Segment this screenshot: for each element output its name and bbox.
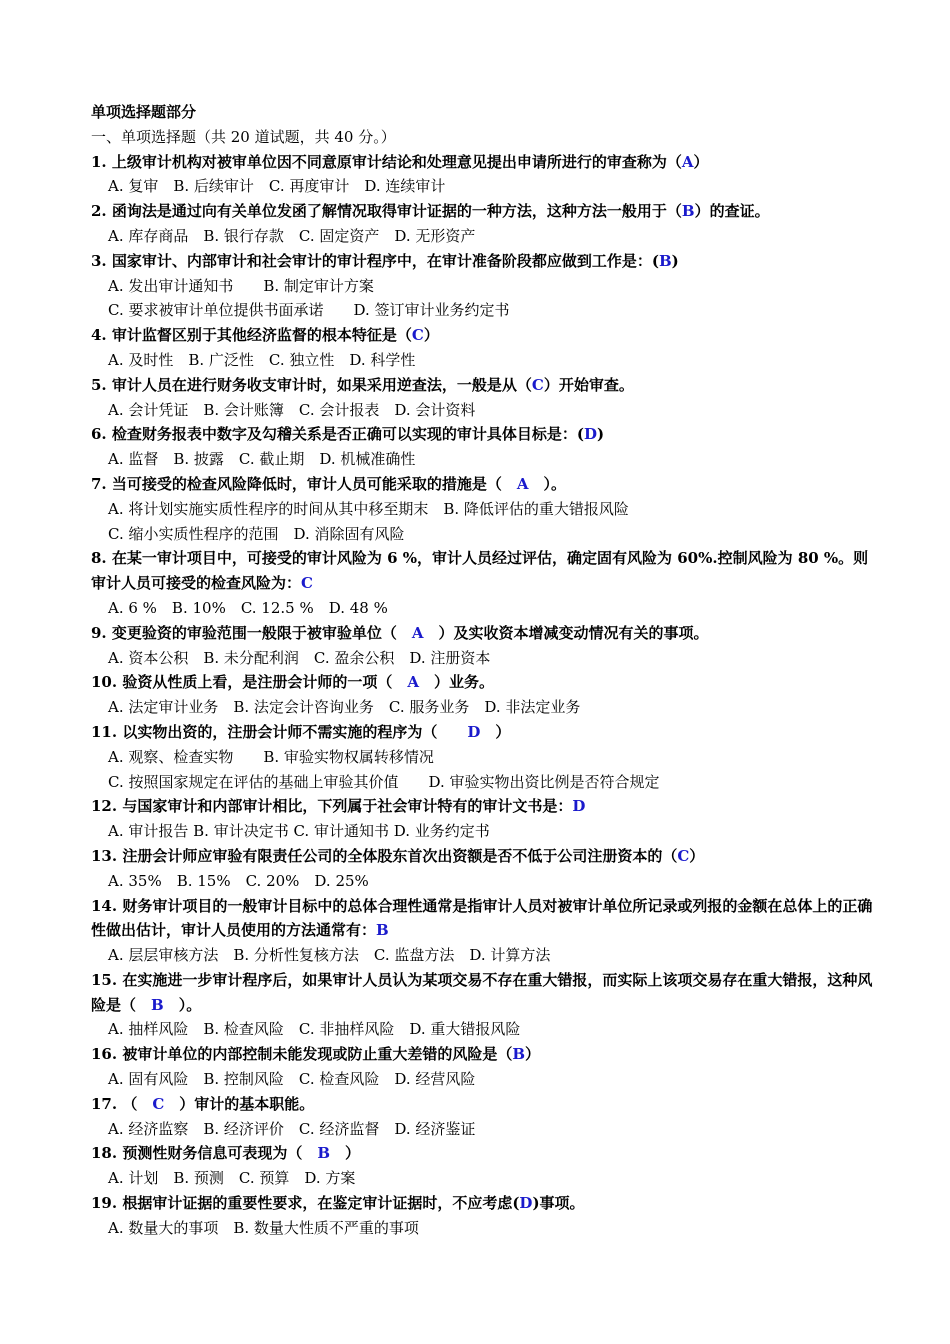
question-text: 3. 国家审计、内部审计和社会审计的审计程序中，在审计准备阶段都应做到工作是：( <box>91 251 659 270</box>
question-text-end: ） <box>423 326 439 345</box>
question-stem <box>91 968 876 1018</box>
option-line: A. 审计报告 B. 审计决定书 C. 审计通知书 D. 业务约定书 <box>108 822 490 841</box>
option-line: A. 库存商品 B. 银行存款 C. 固定资产 D. 无形资产 <box>108 226 476 245</box>
option-line: C. 要求被审计单位提供书面承诺 D. 签订审计业务约定书 <box>108 301 510 320</box>
question-text-end: ）审计的基本职能。 <box>164 1094 315 1113</box>
option-line: C. 按照国家规定在评估的基础上审验其价值 D. 审验实物出资比例是否符合规定 <box>108 772 660 791</box>
question-text-end: ) <box>671 251 679 270</box>
question-stem <box>91 670 876 695</box>
question-item <box>91 1092 876 1142</box>
question-text-end: ）。 <box>528 474 567 493</box>
question-text: 8. 在某一审计项目中，可接受的审计风险为 6 %，审计人员经过评估，确定固有风险为 60%.控制风险为 80 %。则审计人员可接受的检查风险为： <box>91 549 869 593</box>
question-text: 13. 注册会计师应审验有限责任公司的全体股东首次出资额是否不低于公司注册资本的（ <box>91 846 678 865</box>
question-text-end: )事项。 <box>532 1194 585 1213</box>
question-stem <box>91 199 876 224</box>
question-stem <box>91 621 876 646</box>
question-text: 1. 上级审计机构对被审单位因不同意原审计结论和处理意见提出申请所进行的审查称为（ <box>91 152 682 171</box>
question-item <box>91 794 876 844</box>
option-line: C. 缩小实质性程序的范围 D. 消除固有风险 <box>108 524 405 543</box>
question-text: 19. 根据审计证据的重要性要求，在鉴定审计证据时，不应考虑( <box>91 1194 520 1213</box>
option-line: A. 层层审核方法 B. 分析性复核方法 C. 监盘方法 D. 计算方法 <box>108 946 551 965</box>
question-text-end: ）及实收资本增减变动情况有关的事项。 <box>423 623 709 642</box>
answer-letter: B <box>681 202 695 221</box>
option-line: A. 35% B. 15% C. 20% D. 25% <box>108 871 369 890</box>
question-item <box>91 422 876 472</box>
section-description: 一、单项选择题（共 20 道试题，共 40 分。） <box>91 127 396 146</box>
question-stem <box>91 1092 876 1117</box>
question-text: 12. 与国家审计和内部审计相比，下列属于社会审计特有的审计文书是： <box>91 797 573 816</box>
question-text-end: ） <box>330 1144 361 1163</box>
question-item <box>91 249 876 323</box>
question-item <box>91 720 876 794</box>
option-line: A. 复审 B. 后续审计 C. 再度审计 D. 连续审计 <box>108 177 446 196</box>
question-item <box>91 150 876 200</box>
answer-letter: B <box>317 1144 331 1163</box>
question-text-end: ）业务。 <box>418 673 494 692</box>
option-line: A. 将计划实施实质性程序的时间从其中移至期末 B. 降低评估的重大错报风险 <box>108 499 629 518</box>
question-stem <box>91 794 876 819</box>
option-line: A. 数量大的事项 B. 数量大性质不严重的事项 <box>108 1218 419 1237</box>
answer-letter: C <box>677 846 690 865</box>
question-text: 2. 函询法是通过向有关单位发函了解情况取得审计证据的一种方法，这种方法一般用于（ <box>91 202 682 221</box>
answer-letter: A <box>681 152 694 171</box>
question-text-end: ） <box>689 846 705 865</box>
option-line: A. 会计凭证 B. 会计账簿 C. 会计报表 D. 会计资料 <box>108 400 476 419</box>
option-line: A. 资本公积 B. 未分配利润 C. 盈余公积 D. 注册资本 <box>108 648 491 667</box>
question-stem <box>91 422 876 447</box>
question-list <box>91 150 876 1241</box>
question-stem <box>91 894 876 944</box>
option-line: A. 发出审计通知书 B. 制定审计方案 <box>108 276 374 295</box>
question-item <box>91 1141 876 1191</box>
question-stem <box>91 249 876 274</box>
option-line: A. 抽样风险 B. 检查风险 C. 非抽样风险 D. 重大错报风险 <box>108 1020 521 1039</box>
question-text: 14. 财务审计项目的一般审计目标中的总体合理性通常是指审计人员对被审计单位所记录或列报的金额在总体上的正确性做出估计，审计人员使用的方法通常有： <box>91 896 873 940</box>
answer-letter: C <box>152 1094 165 1113</box>
question-stem <box>91 1191 876 1216</box>
question-stem <box>91 1042 876 1067</box>
question-item <box>91 894 876 968</box>
answer-letter: A <box>516 474 529 493</box>
question-text: 7. 当可接受的检查风险降低时，审计人员可能采取的措施是（ <box>91 474 517 493</box>
option-line: A. 固有风险 B. 控制风险 C. 检查风险 D. 经营风险 <box>108 1070 476 1089</box>
question-item <box>91 968 876 1042</box>
section-title: 单项选择题部分 <box>91 103 197 121</box>
option-line: A. 6 % B. 10% C. 12.5 % D. 48 % <box>108 598 388 617</box>
question-stem <box>91 150 876 175</box>
question-text: 18. 预测性财务信息可表现为（ <box>91 1144 318 1163</box>
question-item <box>91 199 876 249</box>
question-text-end: ） <box>480 722 511 741</box>
answer-letter: A <box>411 623 424 642</box>
answer-letter: D <box>572 797 586 816</box>
answer-letter: D <box>467 722 481 741</box>
question-item <box>91 844 876 894</box>
answer-letter: C <box>301 574 313 593</box>
question-item <box>91 1042 876 1092</box>
answer-letter: D <box>519 1194 533 1213</box>
answer-letter: C <box>531 375 544 394</box>
question-text: 5. 审计人员在进行财务收支审计时，如果采用逆查法，一般是从（ <box>91 375 532 394</box>
option-line: A. 法定审计业务 B. 法定会计咨询业务 C. 服务业务 D. 非法定业务 <box>108 698 581 717</box>
answer-letter: C <box>411 326 424 345</box>
question-item <box>91 546 876 620</box>
question-item <box>91 621 876 671</box>
question-stem <box>91 720 876 745</box>
question-text-end: ） <box>525 1045 541 1064</box>
question-text-end: ） <box>693 152 709 171</box>
option-line: A. 经济监察 B. 经济评价 C. 经济监督 D. 经济鉴证 <box>108 1119 476 1138</box>
question-text: 11. 以实物出资的，注册会计师不需实施的程序为（ <box>91 722 468 741</box>
option-line: A. 及时性 B. 广泛性 C. 独立性 D. 科学性 <box>108 350 416 369</box>
question-text: 15. 在实施进一步审计程序后，如果审计人员认为某项交易不存在重大错报，而实际上该项交易存在重大错报，这种风险是（ <box>91 970 873 1014</box>
question-text: 9. 变更验资的审验范围一般限于被审验单位（ <box>91 623 412 642</box>
question-item <box>91 670 876 720</box>
answer-letter: B <box>376 921 389 940</box>
question-text-end: ) <box>597 425 605 444</box>
question-text: 4. 审计监督区别于其他经济监督的根本特征是（ <box>91 326 412 345</box>
question-text-end: ）的查证。 <box>694 202 770 221</box>
question-text: 10. 验资从性质上看，是注册会计师的一项（ <box>91 673 408 692</box>
option-line: A. 监督 B. 披露 C. 截止期 D. 机械准确性 <box>108 450 416 469</box>
question-text: 6. 检查财务报表中数字及勾稽关系是否正确可以实现的审计具体目标是：( <box>91 425 584 444</box>
question-stem <box>91 373 876 398</box>
question-text-end: ）开始审查。 <box>543 375 634 394</box>
answer-letter: B <box>512 1045 526 1064</box>
answer-letter: B <box>151 995 164 1014</box>
question-stem <box>91 1141 876 1166</box>
question-stem <box>91 844 876 869</box>
question-stem <box>91 323 876 348</box>
option-line: A. 计划 B. 预测 C. 预算 D. 方案 <box>108 1169 356 1188</box>
answer-letter: D <box>583 425 597 444</box>
question-item <box>91 472 876 546</box>
option-line: A. 观察、检查实物 B. 审验实物权属转移情况 <box>108 747 434 766</box>
question-item <box>91 373 876 423</box>
answer-letter: B <box>658 251 672 270</box>
question-text: 16. 被审计单位的内部控制未能发现或防止重大差错的风险是（ <box>91 1045 513 1064</box>
answer-letter: A <box>407 673 419 692</box>
question-stem <box>91 546 876 596</box>
question-text-end: ）。 <box>163 995 202 1014</box>
document-page <box>91 100 876 1241</box>
question-text: 17. （ <box>91 1094 153 1113</box>
question-item <box>91 1191 876 1241</box>
question-item <box>91 323 876 373</box>
question-stem <box>91 472 876 497</box>
